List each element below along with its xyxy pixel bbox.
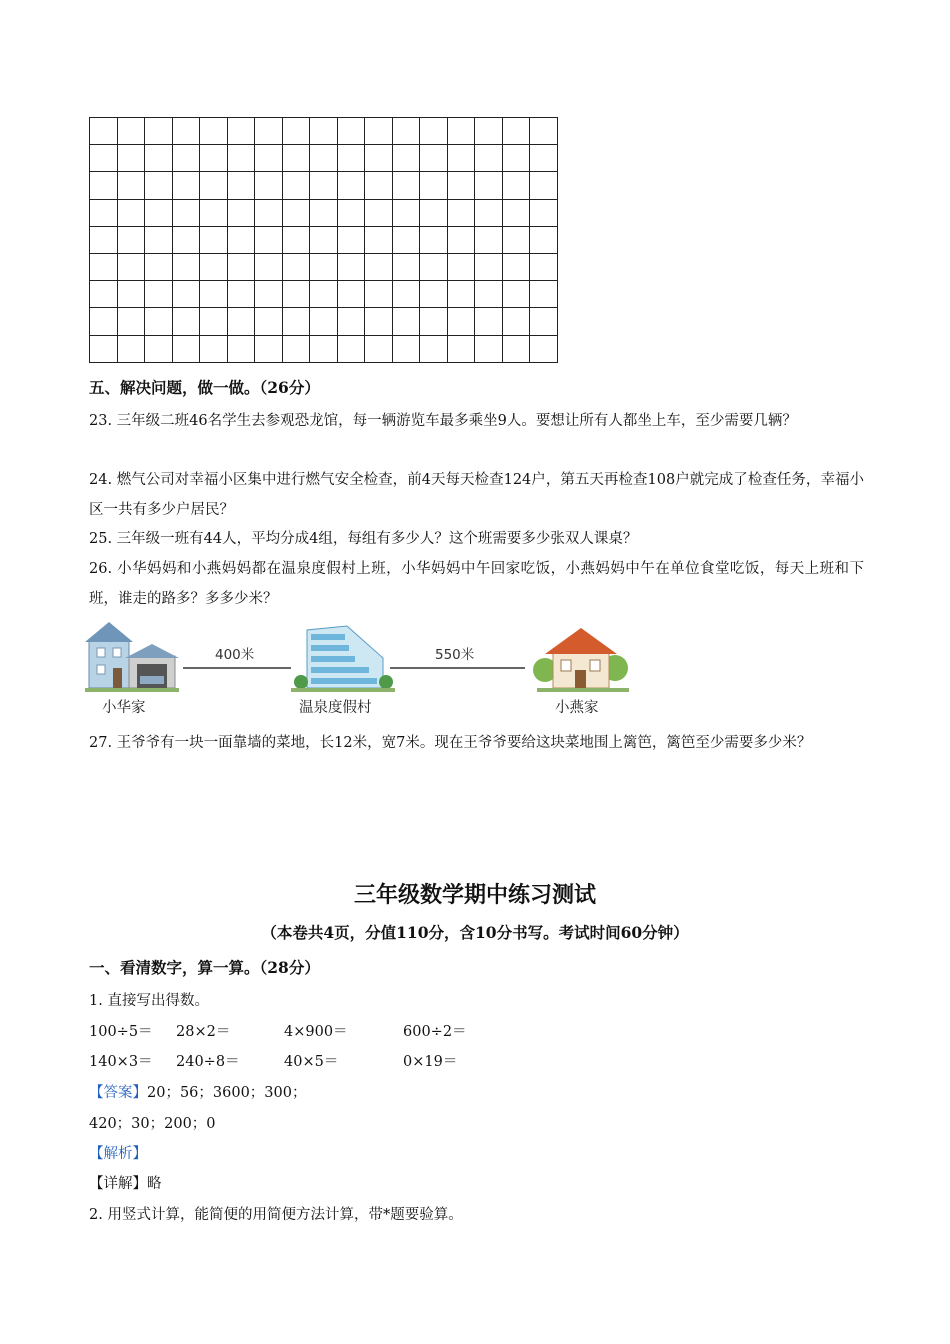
grid-cell bbox=[228, 308, 256, 335]
grid-cell bbox=[310, 118, 338, 145]
grid-cell bbox=[145, 308, 173, 335]
grid-cell bbox=[503, 336, 531, 363]
grid-cell bbox=[310, 145, 338, 172]
detail-tag: 【详解】 bbox=[89, 1176, 147, 1192]
grid-cell bbox=[145, 254, 173, 281]
question-number: 24. bbox=[89, 472, 113, 488]
grid-cell bbox=[530, 281, 558, 308]
grid-cell bbox=[200, 172, 228, 199]
question-text: 燃气公司对幸福小区集中进行燃气安全检查，前4天每天检查124户，第五天再检查108户就完成了检查任务，幸福小区一共有多少户居民？ bbox=[89, 472, 865, 518]
grid-cell bbox=[118, 336, 146, 363]
grid-cell bbox=[503, 118, 531, 145]
grid-cell bbox=[365, 336, 393, 363]
house-with-garage-icon bbox=[85, 622, 179, 692]
grid-cell bbox=[118, 172, 146, 199]
grid-cell bbox=[475, 254, 503, 281]
grid-cell bbox=[255, 254, 283, 281]
grid-cell bbox=[310, 308, 338, 335]
grid-cell bbox=[283, 227, 311, 254]
grid-cell bbox=[448, 254, 476, 281]
question-text: 小华妈妈和小燕妈妈都在温泉度假村上班，小华妈妈中午回家吃饭，小燕妈妈中午在单位食堂吃饭，每天上班和下班，谁走的路多？多多少米？ bbox=[89, 561, 865, 607]
grid-cell bbox=[420, 145, 448, 172]
grid-cell bbox=[503, 172, 531, 199]
grid-cell bbox=[475, 336, 503, 363]
grid-cell bbox=[365, 145, 393, 172]
grid-cell bbox=[530, 227, 558, 254]
grid-cell bbox=[420, 308, 448, 335]
grid-cell bbox=[365, 308, 393, 335]
grid-cell bbox=[393, 308, 421, 335]
grid-cell bbox=[173, 145, 201, 172]
question-text: 三年级二班46名学生去参观恐龙馆，每一辆游览车最多乘坐9人。要想让所有人都坐上车，至少需要几辆？ bbox=[116, 413, 797, 429]
grid-cell bbox=[310, 254, 338, 281]
grid-cell bbox=[338, 145, 366, 172]
grid-cell bbox=[448, 200, 476, 227]
grid-cell bbox=[393, 200, 421, 227]
calc-item: 28×2＝ bbox=[176, 1024, 231, 1040]
grid-cell bbox=[228, 172, 256, 199]
grid-cell bbox=[118, 254, 146, 281]
grid-cell bbox=[530, 254, 558, 281]
section1-title: 一、看清数字，算一算。（28分） bbox=[89, 958, 320, 977]
grid-cell bbox=[310, 227, 338, 254]
grid-cell bbox=[448, 227, 476, 254]
grid-cell bbox=[228, 145, 256, 172]
grid-cell bbox=[283, 254, 311, 281]
grid-cell bbox=[118, 308, 146, 335]
grid-cell bbox=[200, 227, 228, 254]
calc-item: 40×5＝ bbox=[284, 1054, 339, 1070]
question-26 bbox=[89, 554, 864, 614]
exam-subtitle: （本卷共4页，分值110分，含10分书写。考试时间60分钟） bbox=[261, 923, 689, 942]
grid-cell bbox=[503, 145, 531, 172]
grid-cell bbox=[530, 145, 558, 172]
grid-cell bbox=[145, 227, 173, 254]
answer-text: 20；56；3600；300； bbox=[147, 1085, 307, 1101]
detail-text: 略 bbox=[147, 1176, 162, 1192]
grid-cell bbox=[283, 172, 311, 199]
grid-cell bbox=[503, 227, 531, 254]
grid-cell bbox=[448, 281, 476, 308]
grid-cell bbox=[338, 336, 366, 363]
grid-cell bbox=[475, 145, 503, 172]
q1-title: 1. 直接写出得数。 bbox=[89, 993, 209, 1009]
calc-row-1 bbox=[89, 1021, 467, 1043]
grid-cell bbox=[475, 118, 503, 145]
detail-line bbox=[89, 1173, 162, 1195]
grid-cell bbox=[283, 308, 311, 335]
question-27 bbox=[89, 728, 864, 758]
section5-title: 五、解决问题，做一做。（26分） bbox=[89, 378, 320, 397]
grid-cell bbox=[365, 118, 393, 145]
grid-cell bbox=[503, 281, 531, 308]
grid-cell bbox=[228, 254, 256, 281]
grid-cell bbox=[530, 336, 558, 363]
calc-item: 100÷5＝ bbox=[89, 1024, 153, 1040]
grid-cell bbox=[90, 254, 118, 281]
grid-cell bbox=[118, 145, 146, 172]
grid-cell bbox=[228, 200, 256, 227]
calc-item: 600÷2＝ bbox=[403, 1024, 467, 1040]
grid-cell bbox=[145, 200, 173, 227]
grid-cell bbox=[255, 172, 283, 199]
calc-item: 0×19＝ bbox=[403, 1054, 458, 1070]
calc-item: 140×3＝ bbox=[89, 1054, 153, 1070]
grid-cell bbox=[200, 200, 228, 227]
grid-cell bbox=[173, 336, 201, 363]
grid-cell bbox=[228, 227, 256, 254]
grid-cell bbox=[365, 254, 393, 281]
question-number: 25. bbox=[89, 531, 113, 547]
grid-cell bbox=[393, 118, 421, 145]
grid-cell bbox=[338, 200, 366, 227]
grid-cell bbox=[90, 308, 118, 335]
answer-tag: 【答案】 bbox=[89, 1085, 147, 1101]
grid-cell bbox=[393, 227, 421, 254]
grid-cell bbox=[283, 200, 311, 227]
grid-cell bbox=[173, 172, 201, 199]
grid-cell bbox=[420, 336, 448, 363]
resort-building-icon bbox=[291, 626, 395, 692]
answer-grid bbox=[89, 117, 558, 363]
grid-cell bbox=[393, 254, 421, 281]
grid-cell bbox=[365, 281, 393, 308]
grid-cell bbox=[530, 200, 558, 227]
grid-cell bbox=[200, 254, 228, 281]
grid-cell bbox=[338, 227, 366, 254]
question-number: 27. bbox=[89, 735, 113, 751]
grid-cell bbox=[283, 118, 311, 145]
grid-cell bbox=[255, 281, 283, 308]
grid-cell bbox=[283, 336, 311, 363]
grid-cell bbox=[503, 254, 531, 281]
grid-cell bbox=[475, 281, 503, 308]
grid-cell bbox=[475, 200, 503, 227]
grid-cell bbox=[420, 200, 448, 227]
grid-cell bbox=[118, 227, 146, 254]
home1-label: 小华家 bbox=[102, 700, 146, 716]
calc-item: 240÷8＝ bbox=[176, 1054, 240, 1070]
grid-cell bbox=[365, 200, 393, 227]
grid-cell bbox=[145, 118, 173, 145]
grid-cell bbox=[420, 227, 448, 254]
grid-cell bbox=[393, 145, 421, 172]
grid-cell bbox=[90, 200, 118, 227]
route-figure bbox=[85, 618, 645, 728]
grid-cell bbox=[255, 227, 283, 254]
grid-cell bbox=[200, 336, 228, 363]
grid-cell bbox=[530, 172, 558, 199]
q2-title: 2. 用竖式计算，能简便的用简便方法计算，带*题要验算。 bbox=[89, 1207, 463, 1223]
grid-cell bbox=[448, 308, 476, 335]
grid-cell bbox=[173, 227, 201, 254]
grid-cell bbox=[393, 172, 421, 199]
grid-cell bbox=[338, 172, 366, 199]
grid-cell bbox=[145, 172, 173, 199]
grid-cell bbox=[530, 118, 558, 145]
question-23 bbox=[89, 406, 864, 436]
grid-cell bbox=[90, 118, 118, 145]
grid-cell bbox=[90, 281, 118, 308]
grid-cell bbox=[420, 118, 448, 145]
grid-cell bbox=[338, 254, 366, 281]
grid-cell bbox=[283, 145, 311, 172]
grid-cell bbox=[338, 118, 366, 145]
grid-cell bbox=[228, 281, 256, 308]
grid-cell bbox=[283, 281, 311, 308]
grid-cell bbox=[200, 308, 228, 335]
grid-cell bbox=[475, 172, 503, 199]
route-illustration bbox=[85, 618, 645, 698]
grid-cell bbox=[200, 118, 228, 145]
grid-cell bbox=[118, 200, 146, 227]
grid-cell bbox=[255, 336, 283, 363]
grid-cell bbox=[228, 118, 256, 145]
calc-row-2 bbox=[89, 1051, 457, 1073]
grid-cell bbox=[475, 227, 503, 254]
grid-cell bbox=[448, 118, 476, 145]
grid-cell bbox=[338, 308, 366, 335]
distance-left-label: 400米 bbox=[215, 647, 255, 663]
question-number: 26. bbox=[89, 561, 113, 577]
grid-cell bbox=[338, 281, 366, 308]
grid-cell bbox=[90, 145, 118, 172]
analysis-tag: 【解析】 bbox=[89, 1146, 147, 1162]
grid-cell bbox=[118, 118, 146, 145]
question-text: 三年级一班有44人，平均分成4组，每组有多少人？这个班需要多少张双人课桌？ bbox=[116, 531, 638, 547]
grid-cell bbox=[310, 281, 338, 308]
grid-cell bbox=[420, 254, 448, 281]
grid-cell bbox=[255, 145, 283, 172]
grid-cell bbox=[448, 336, 476, 363]
grid-cell bbox=[310, 172, 338, 199]
grid-cell bbox=[173, 254, 201, 281]
grid-cell bbox=[145, 145, 173, 172]
grid-cell bbox=[255, 200, 283, 227]
grid-cell bbox=[503, 308, 531, 335]
grid-cell bbox=[448, 172, 476, 199]
grid-cell bbox=[393, 281, 421, 308]
grid-cell bbox=[145, 336, 173, 363]
grid-cell bbox=[173, 118, 201, 145]
grid-cell bbox=[255, 118, 283, 145]
question-24 bbox=[89, 465, 864, 525]
exam-title: 三年级数学期中练习测试 bbox=[353, 882, 596, 908]
grid-cell bbox=[255, 308, 283, 335]
grid-cell bbox=[173, 281, 201, 308]
question-text: 王爷爷有一块一面靠墙的菜地，长12米，宽7米。现在王爷爷要给这块菜地围上篱笆，篱笆至少需要多少米？ bbox=[116, 735, 812, 751]
grid-cell bbox=[90, 227, 118, 254]
grid-cell bbox=[310, 336, 338, 363]
grid-cell bbox=[420, 172, 448, 199]
distance-right-label: 550米 bbox=[435, 647, 475, 663]
grid-cell bbox=[118, 281, 146, 308]
grid-cell bbox=[310, 200, 338, 227]
grid-cell bbox=[90, 336, 118, 363]
grid-cell bbox=[365, 227, 393, 254]
grid-cell bbox=[503, 200, 531, 227]
resort-label: 温泉度假村 bbox=[299, 700, 372, 716]
grid-cell bbox=[173, 308, 201, 335]
grid-cell bbox=[393, 336, 421, 363]
grid-cell bbox=[173, 200, 201, 227]
grid-cell bbox=[145, 281, 173, 308]
grid-cell bbox=[200, 145, 228, 172]
grid-cell bbox=[448, 145, 476, 172]
answer-line-2: 420；30；200；0 bbox=[89, 1116, 216, 1132]
question-number: 23. bbox=[89, 413, 113, 429]
grid-cell bbox=[530, 308, 558, 335]
grid-cell bbox=[228, 336, 256, 363]
grid-cell bbox=[365, 172, 393, 199]
home2-label: 小燕家 bbox=[555, 700, 599, 716]
grid-cell bbox=[420, 281, 448, 308]
grid-cell bbox=[200, 281, 228, 308]
grid-cell bbox=[90, 172, 118, 199]
grid-cell bbox=[475, 308, 503, 335]
cottage-icon bbox=[533, 628, 629, 692]
answer-line-1 bbox=[89, 1082, 306, 1104]
calc-item: 4×900＝ bbox=[284, 1024, 348, 1040]
question-25 bbox=[89, 524, 864, 554]
